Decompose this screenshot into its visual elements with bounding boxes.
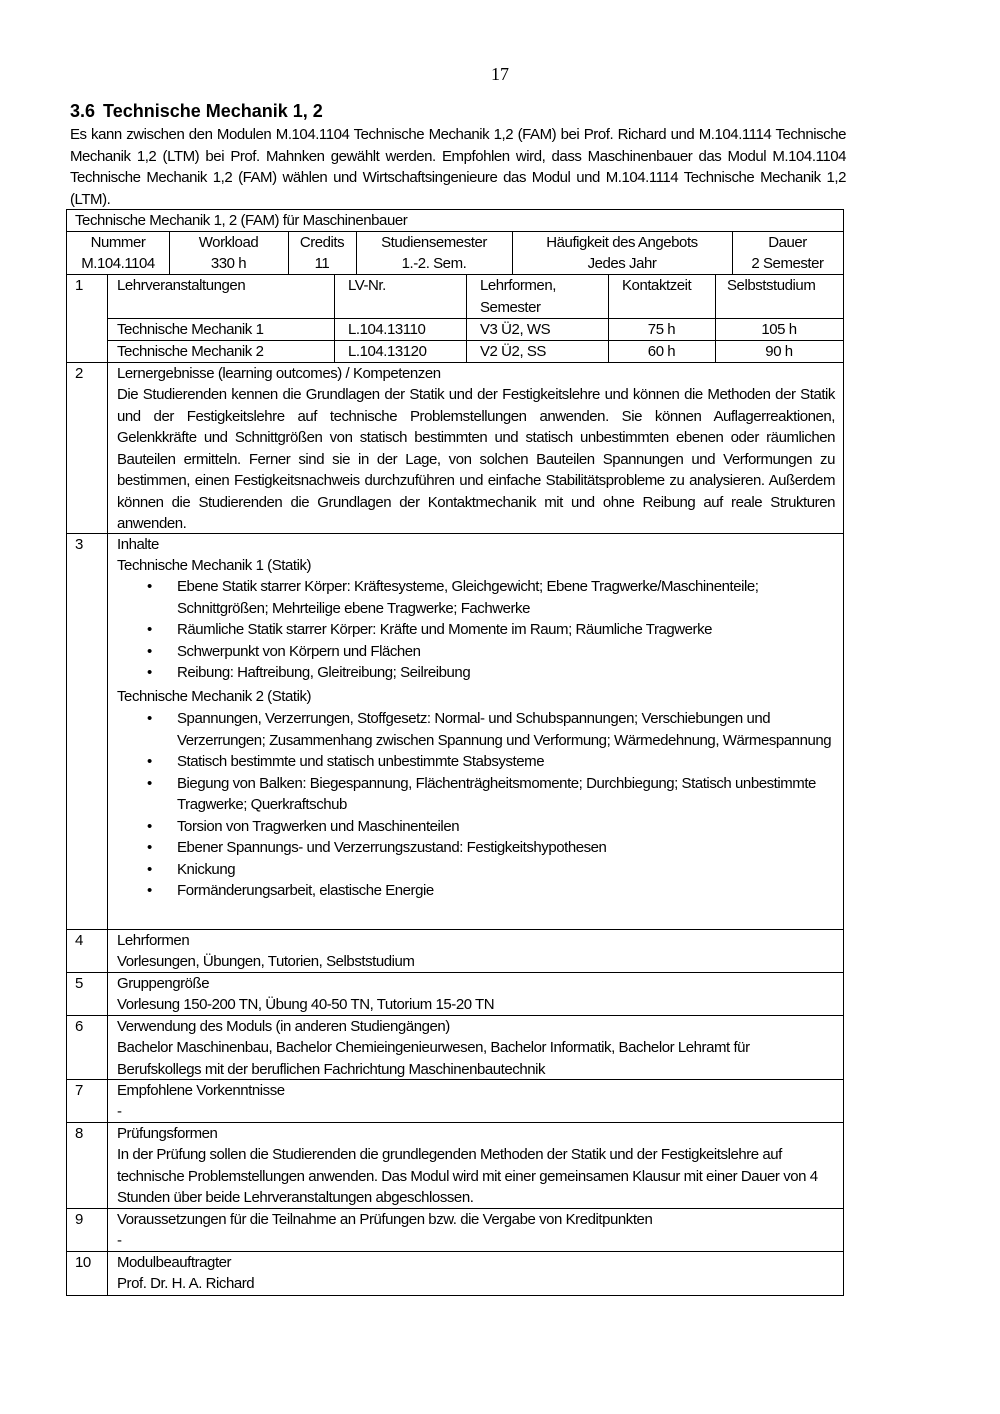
module-owner-heading: Modulbeauftragter: [117, 1254, 232, 1271]
col-lehrveranstaltungen: Lehrveranstaltungen: [117, 277, 246, 294]
row-number-6: 6: [75, 1018, 83, 1035]
row-number-1: 1: [75, 277, 83, 294]
exam-forms-heading: Prüfungsformen: [117, 1125, 218, 1142]
header-label-haeufigkeit: Häufigkeit des Angebots: [546, 234, 698, 251]
row-number-2: 2: [75, 365, 83, 382]
tm1-topic: • Räumliche Statik starrer Körper: Kräfte und Momente im Raum; Räumliche Tragwerke: [117, 619, 835, 641]
page-number: 17: [491, 64, 509, 84]
row-number-8: 8: [75, 1125, 83, 1142]
usage-heading: Verwendung des Moduls (in anderen Studiengängen): [117, 1018, 450, 1035]
header-label-studiensemester: Studiensemester: [381, 234, 487, 251]
course-selbst-2: 90 h: [765, 343, 793, 360]
exam-requirements-heading: Voraussetzungen für die Teilnahme an Prüfungen bzw. die Vergabe von Kreditpunkten: [117, 1211, 653, 1228]
section-number: 3.6: [70, 101, 96, 121]
module-title: Technische Mechanik 1, 2 (FAM) für Maschinenbauer: [75, 212, 408, 229]
course-kontakt-2: 60 h: [647, 343, 676, 360]
tm1-topic-list: [117, 576, 835, 684]
course-form-1: V3 Ü2, WS: [480, 321, 551, 338]
tm2-topic: • Spannungen, Verzerrungen, Stoffgesetz: Normal- und Schubspannungen; Verschiebungen und Verzerrungen; Zusammenhang zwischen Spannung und Verformung; Wärmedehnung, Wärmespannung: [117, 708, 835, 751]
course-name-2: Technische Mechanik 2: [117, 343, 264, 360]
tm2-topic: • Torsion von Tragwerken und Maschinenteilen: [117, 816, 835, 838]
module-table: [66, 209, 844, 1296]
tm2-topic: • Biegung von Balken: Biegespannung, Flächenträgheitsmomente; Durchbiegung; Statisch unbestimmte Tragwerke; Querkraftschub: [117, 773, 835, 816]
tm2-topic: • Ebener Spannungs- und Verzerrungszustand: Festigkeitshypothesen: [117, 837, 835, 859]
header-value-credits: 11: [314, 255, 330, 272]
tm2-title: Technische Mechanik 2 (Statik): [117, 688, 312, 705]
header-label-nummer: Nummer: [90, 234, 146, 251]
col-kontaktzeit: Kontaktzeit: [622, 277, 692, 294]
tm2-topic: • Knickung: [117, 859, 835, 881]
header-label-credits: Credits: [299, 234, 345, 251]
module-owner-text: Prof. Dr. H. A. Richard: [117, 1275, 255, 1292]
tm2-topic: • Statisch bestimmte und statisch unbestimmte Stabsysteme: [117, 751, 835, 773]
row-number-4: 4: [75, 932, 83, 949]
course-selbst-1: 105 h: [761, 321, 797, 338]
tm2-topic: • Formänderungsarbeit, elastische Energie: [117, 880, 835, 902]
exam-forms-text: In der Prüfung sollen die Studierenden die grundlegenden Methoden der Statik und der Festigkeitslehre auf technische Problemstellungen anwenden. Das Modul wird mit einer gemeinsamen Klausur mit einer Dauer von 4 Stunden über beide Lehrveranstaltungen abgeschlossen.: [117, 1146, 818, 1206]
tm1-topic: • Ebene Statik starrer Körper: Kräftesysteme, Gleichgewicht; Ebene Tragwerke/Maschinenteile; Schnittgrößen; Mehrteilige ebene Tragwerke; Fachwerke: [117, 576, 835, 619]
header-label-dauer: Dauer: [768, 234, 807, 251]
section-title: Technische Mechanik 1, 2: [103, 101, 323, 121]
group-size-heading: Gruppengröße: [117, 975, 210, 992]
learning-outcomes-heading: Lernergebnisse (learning outcomes) / Kompetenzen: [117, 365, 441, 382]
row-number-7: 7: [75, 1082, 83, 1099]
section-intro: Es kann zwischen den Modulen M.104.1104 Technische Mechanik 1,2 (FAM) bei Prof. Richard und M.104.1114 Technische Mechanik 1,2 (LTM) bei Prof. Mahnken gewählt werden. Empfohlen wird, dass Maschinenbauer das Modul M.104.1104 Technische Mechanik 1,2 (FAM) wählen und Wirtschaftsingenieure das Modul und M.104.1114 Technische Mechanik 1,2 (LTM).: [70, 126, 846, 208]
course-form-2: V2 Ü2, SS: [480, 343, 546, 360]
col-lehrformen: Lehrformen, Semester: [480, 277, 556, 316]
tm1-topic: • Reibung: Haftreibung, Gleitreibung; Seilreibung: [117, 662, 835, 684]
header-label-workload: Workload: [198, 234, 259, 251]
teaching-forms-text: Vorlesungen, Übungen, Tutorien, Selbststudium: [117, 953, 415, 970]
header-value-nummer: M.104.1104: [81, 255, 155, 272]
col-lvnr: LV-Nr.: [348, 277, 386, 294]
course-lvnr-1: L.104.13110: [348, 321, 426, 338]
row-number-10: 10: [75, 1254, 91, 1271]
header-value-studiensemester: 1.-2. Sem.: [401, 255, 467, 272]
row-number-3: 3: [75, 536, 83, 553]
prerequisites-heading: Empfohlene Vorkenntnisse: [117, 1082, 285, 1099]
row-number-5: 5: [75, 975, 83, 992]
header-value-dauer: 2 Semester: [751, 255, 824, 272]
contents-heading: Inhalte: [117, 536, 159, 553]
learning-outcomes-text: Die Studierenden kennen die Grundlagen der Statik und der Festigkeitslehre und können die Methoden der Statik und der Festigkeitslehre auf technische Problemstellungen anwenden. Sie können Auflagerreaktionen, Gelenkkräfte und Schnittgrößen von statisch bestimmten und statisch unbestimmten ebenen oder räumlichen Bauteilen ermitteln. Ferner sind sie in der Lage, von solchen Bauteilen Spannungen und Verformungen zu bestimmen, einen Festigkeitsnachweis durchzuführen und einfache Stabilitätsprobleme zu analysieren. Außerdem können die Studierenden die Grundlagen der Kontaktmechanik mit und ohne Reibung auf reale Strukturen anwenden.: [117, 386, 835, 532]
teaching-forms-heading: Lehrformen: [117, 932, 190, 949]
prerequisites-text: -: [117, 1103, 122, 1120]
tm2-topic-list: [117, 708, 835, 902]
tm1-title: Technische Mechanik 1 (Statik): [117, 557, 312, 574]
row-number-9: 9: [75, 1211, 83, 1228]
header-value-workload: 330 h: [210, 255, 247, 272]
section-heading: [70, 101, 323, 122]
course-lvnr-2: L.104.13120: [348, 343, 427, 360]
exam-requirements-text: -: [117, 1232, 122, 1249]
tm1-topic: • Schwerpunkt von Körpern und Flächen: [117, 641, 835, 663]
course-name-1: Technische Mechanik 1: [117, 321, 264, 338]
col-selbststudium: Selbststudium: [727, 277, 816, 294]
usage-text: Bachelor Maschinenbau, Bachelor Chemieingenieurwesen, Bachelor Informatik, Bachelor Lehramt für Berufskollegs mit der beruflichen Fachrichtung Maschinenbautechnik: [117, 1039, 750, 1078]
header-value-haeufigkeit: Jedes Jahr: [587, 255, 657, 272]
course-kontakt-1: 75 h: [647, 321, 676, 338]
group-size-text: Vorlesung 150-200 TN, Übung 40-50 TN, Tutorium 15-20 TN: [117, 996, 495, 1013]
